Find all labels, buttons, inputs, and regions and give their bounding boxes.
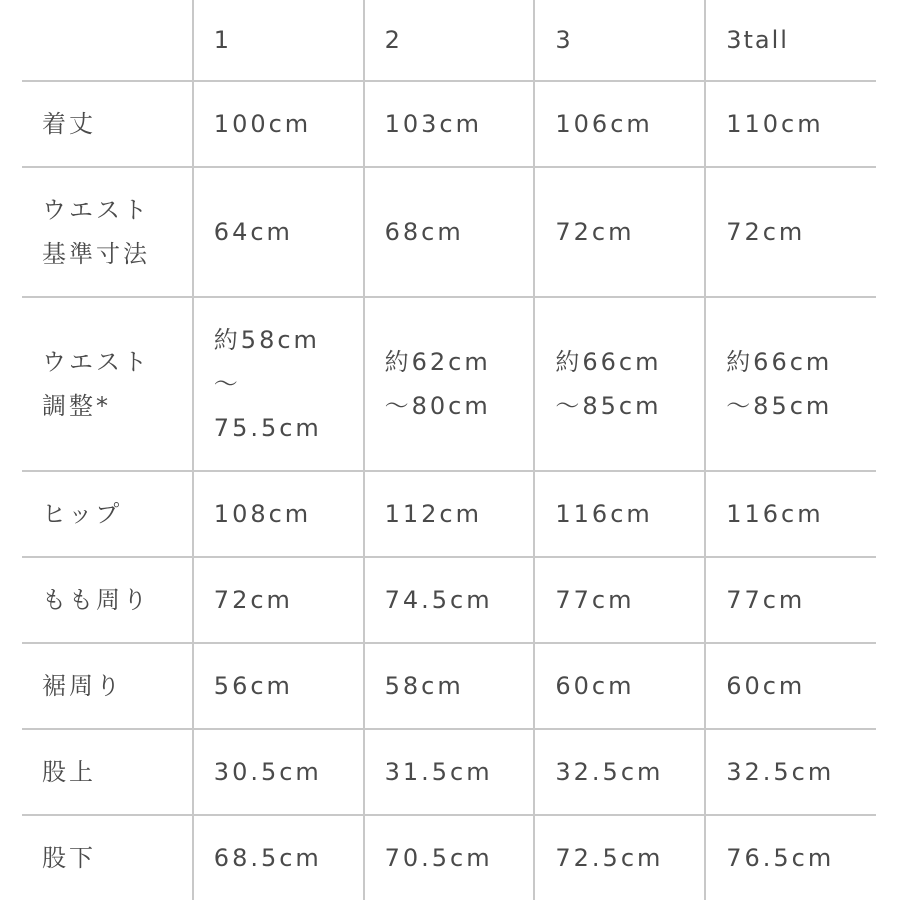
row-label: ヒップ bbox=[22, 471, 193, 557]
header-cell-size-1: 1 bbox=[193, 0, 364, 81]
table-row-inseam bbox=[22, 815, 876, 900]
size-chart-table bbox=[22, 0, 876, 900]
table-row-thigh bbox=[22, 557, 876, 643]
row-label: 裾周り bbox=[22, 643, 193, 729]
header-cell-size-2: 2 bbox=[364, 0, 535, 81]
table-cell: 約62cm ～80cm bbox=[364, 297, 535, 471]
table-cell: 77cm bbox=[534, 557, 705, 643]
table-row-length bbox=[22, 81, 876, 167]
row-label: 股上 bbox=[22, 729, 193, 815]
table-cell: 30.5cm bbox=[193, 729, 364, 815]
table-row-waist-standard bbox=[22, 167, 876, 297]
table-cell: 68cm bbox=[364, 167, 535, 297]
table-cell: 31.5cm bbox=[364, 729, 535, 815]
table-row-hip bbox=[22, 471, 876, 557]
table-cell: 60cm bbox=[705, 643, 876, 729]
table-cell: 77cm bbox=[705, 557, 876, 643]
table-cell: 76.5cm bbox=[705, 815, 876, 900]
table-row-waist-adjust bbox=[22, 297, 876, 471]
table-cell: 56cm bbox=[193, 643, 364, 729]
row-label: ウエスト 調整* bbox=[22, 297, 193, 471]
table-cell: 106cm bbox=[534, 81, 705, 167]
header-cell-empty bbox=[22, 0, 193, 81]
table-cell: 68.5cm bbox=[193, 815, 364, 900]
row-label: 股下 bbox=[22, 815, 193, 900]
table-cell: 約66cm ～85cm bbox=[534, 297, 705, 471]
table-cell: 112cm bbox=[364, 471, 535, 557]
header-row bbox=[22, 0, 876, 81]
table-cell: 108cm bbox=[193, 471, 364, 557]
table-cell: 116cm bbox=[705, 471, 876, 557]
header-cell-size-3: 3 bbox=[534, 0, 705, 81]
table-cell: 72.5cm bbox=[534, 815, 705, 900]
row-label: もも周り bbox=[22, 557, 193, 643]
table-cell: 約66cm ～85cm bbox=[705, 297, 876, 471]
table-cell: 72cm bbox=[193, 557, 364, 643]
table-cell: 64cm bbox=[193, 167, 364, 297]
table-cell: 110cm bbox=[705, 81, 876, 167]
table-cell: 58cm bbox=[364, 643, 535, 729]
table-cell: 116cm bbox=[534, 471, 705, 557]
table-row-rise bbox=[22, 729, 876, 815]
table-cell: 32.5cm bbox=[534, 729, 705, 815]
table-cell: 72cm bbox=[705, 167, 876, 297]
table-cell: 32.5cm bbox=[705, 729, 876, 815]
row-label: ウエスト 基準寸法 bbox=[22, 167, 193, 297]
table-cell: 72cm bbox=[534, 167, 705, 297]
header-cell-size-3tall: 3tall bbox=[705, 0, 876, 81]
table-cell: 約58cm ～ 75.5cm bbox=[193, 297, 364, 471]
table-cell: 103cm bbox=[364, 81, 535, 167]
table-cell: 60cm bbox=[534, 643, 705, 729]
table-row-hem bbox=[22, 643, 876, 729]
row-label: 着丈 bbox=[22, 81, 193, 167]
table-cell: 100cm bbox=[193, 81, 364, 167]
table-cell: 74.5cm bbox=[364, 557, 535, 643]
table-cell: 70.5cm bbox=[364, 815, 535, 900]
